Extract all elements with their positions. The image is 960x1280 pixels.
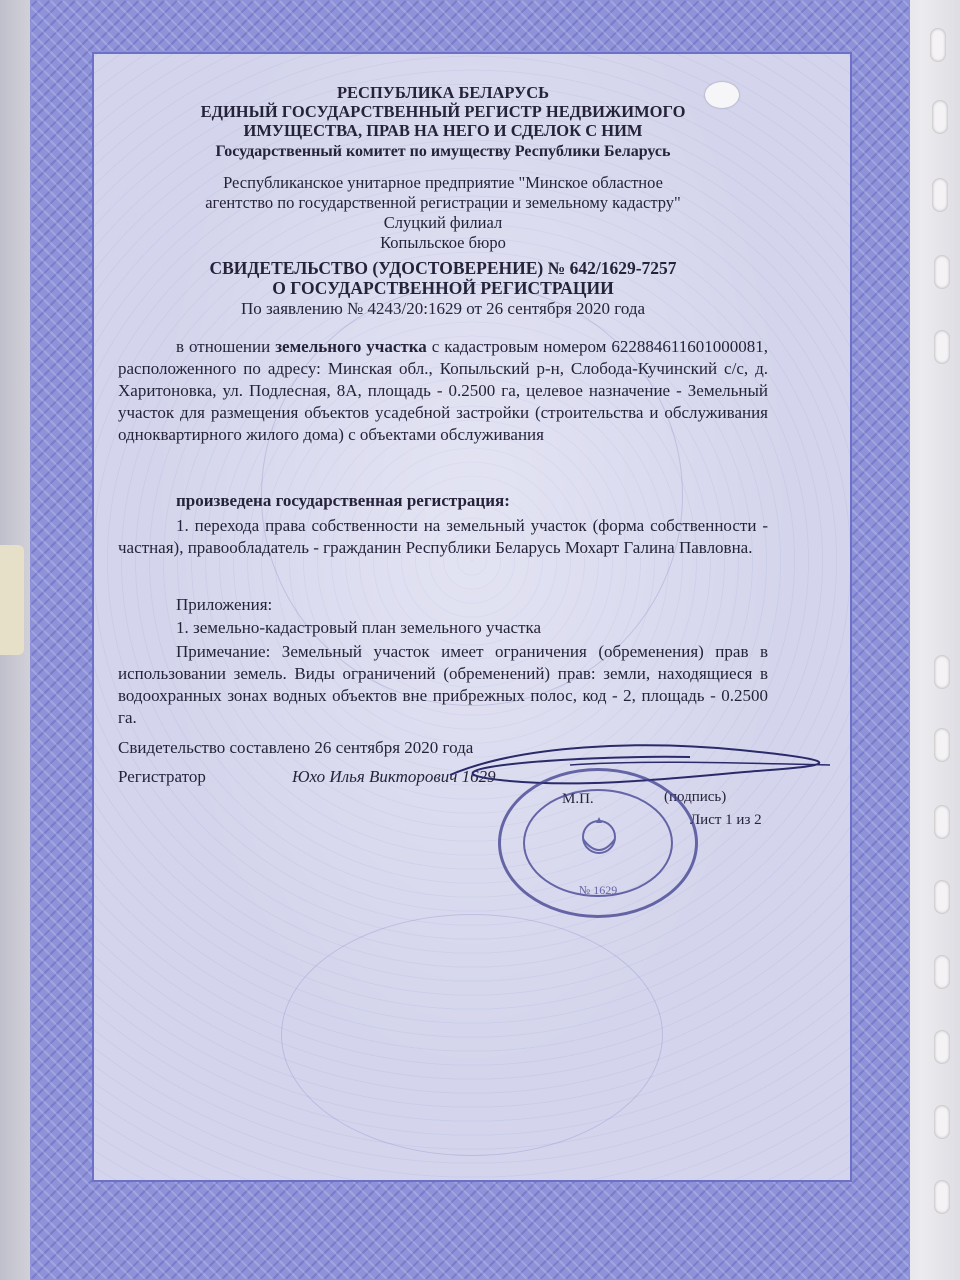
object-type: земельного участка [275,337,427,356]
official-seal [498,768,698,918]
registration-item-1: 1. перехода права собственности на земельный участок (форма собственности - частная), правообладатель - гражданин Республики Беларусь Мохарт Галина Павловна. [118,516,768,557]
note: Примечание: Земельный участок имеет ограничения (обременения) прав в использовании земель. Виды ограничений (обременений) прав: земли, находящиеся в водоохранных зонах водных объектов вне прибрежных полос, код - 2, площадь - 0.2500 га. [118,642,768,727]
attachments-label: Приложения: [176,595,273,614]
binder-hole [934,255,950,289]
binder-hole [932,100,948,134]
signature-label: (подпись) [664,789,727,805]
binder-hole [934,330,950,364]
header-committee: Государственный комитет по имуществу Республики Беларусь [215,143,671,160]
certificate-title-line2: О ГОСУДАРСТВЕННОЙ РЕГИСТРАЦИИ [272,278,614,298]
header-bureau: Копыльское бюро [380,233,506,252]
binder-hole [934,728,950,762]
binder-hole [934,1105,950,1139]
registrar-name: Юхо Илья Викторович 1629 [292,767,496,786]
attachment-item-1: 1. земельно-кадастровый план земельного участка [176,618,542,637]
header-agency-line1: Республиканское унитарное предприятие "Минское областное [223,173,663,192]
binder-hole [934,655,950,689]
binder-tab [0,545,24,655]
header-republic: РЕСПУБЛИКА БЕЛАРУСЬ [336,83,550,102]
issue-date-line: Свидетельство составлено 26 сентября 2020 года [118,738,474,757]
binder-hole [934,805,950,839]
object-description-prefix: в отношении [176,337,276,356]
registration-heading: произведена государственная регистрация: [176,491,510,510]
object-description [118,336,768,446]
header-agency-line2: агентство по государственной регистрации и земельному кадастру" [205,193,681,212]
binder-hole [930,28,946,62]
binder-hole [934,880,950,914]
seal-number: № 1629 [578,883,618,897]
header-register-line1: ЕДИНЫЙ ГОСУДАРСТВЕННЫЙ РЕГИСТР НЕДВИЖИМОГО [200,102,686,121]
binder-hole [932,178,948,212]
header-register-line2: ИМУЩЕСТВА, ПРАВ НА НЕГО И СДЕЛОК С НИМ [243,121,643,140]
binder-hole [934,1180,950,1214]
binder-hole [934,955,950,989]
object-description-rest: с кадастровым номером 622884611601000081, расположенного по адресу: Минская обл., Копыльский р-н, Слобода-Кучинский с/с, д. Харитоновка, ул. Подлесная, 8А, площадь - 0.2500 га, целевое назначение - Земельный участок для размещения объектов усадебной застройки (строительства и обслуживания одноквартирного жилого дома) с объектами обслуживания [118,337,768,444]
seal-emblem-icon [569,809,629,869]
header-branch: Слуцкий филиал [383,213,503,232]
stamp-place-label: М.П. [562,791,594,807]
certificate-title-line1: СВИДЕТЕЛЬСТВО (УДОСТОВЕРЕНИЕ) № 642/1629-7257 [209,258,677,278]
sheet-number: Лист 1 из 2 [690,812,762,828]
background-rosette-bottom [281,914,663,1156]
registrar-label: Регистратор [118,767,206,786]
application-reference: По заявлению № 4243/20:1629 от 26 сентября 2020 года [240,299,646,318]
binder-hole [934,1030,950,1064]
